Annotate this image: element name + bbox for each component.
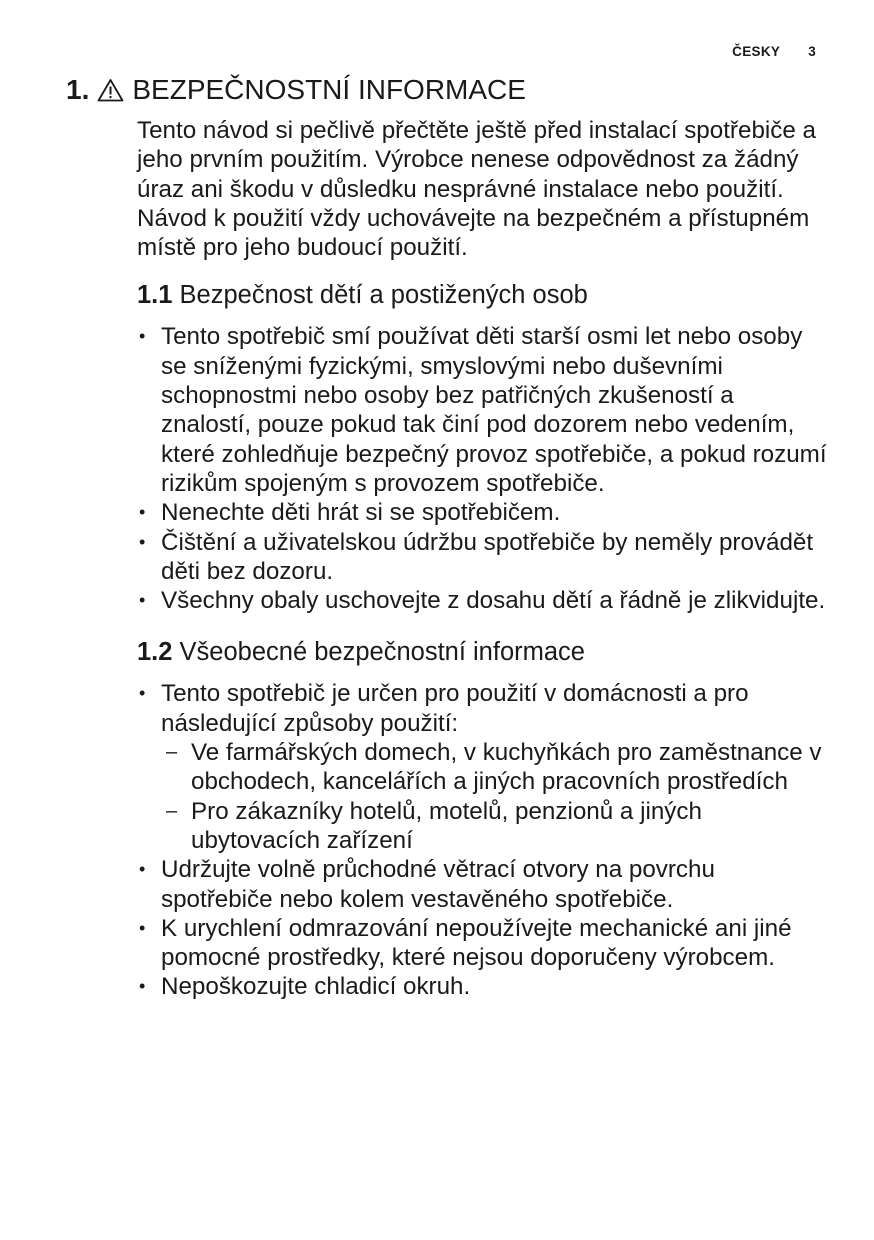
list-item <box>137 528 827 587</box>
dash-icon: – <box>166 799 178 822</box>
sub-list-item <box>161 797 827 856</box>
language-label: ČESKY <box>732 44 781 59</box>
list-item-text: Udržujte volně průchodné větrací otvory na povrchu spotřebiče nebo kolem vestavěného spotřebiče. <box>161 856 715 913</box>
intro-paragraph: Tento návod si pečlivě přečtěte ještě před instalací spotřebiče a jeho prvním použitím. Výrobce nenese odpovědnost za žádný úraz ani škodu v důsledku nesprávné instalace nebo použití. Návod k použití vždy uchovávejte na bezpečném a přístupném místě pro jeho budoucí použití. <box>137 117 816 262</box>
bullet-icon: • <box>139 326 146 347</box>
bullet-icon: • <box>139 531 146 552</box>
dash-icon: – <box>166 741 178 764</box>
document-body <box>137 116 827 1002</box>
list-item-text: Tento spotřebič je určen pro použití v domácnosti a pro následující způsoby použití: <box>161 680 749 737</box>
section-heading-1-2 <box>137 633 827 671</box>
list-item-text: Všechny obaly uschovejte z dosahu dětí a řádně je zlikvidujte. <box>161 587 826 615</box>
bullet-icon: • <box>139 976 146 997</box>
list-item-text: Nepoškozujte chladicí okruh. <box>161 973 471 1001</box>
section-title: Bezpečnost dětí a postižených osob <box>179 281 588 310</box>
chapter-heading-text: BEZPEČNOSTNÍ INFORMACE <box>132 74 526 105</box>
bullet-icon: • <box>139 590 146 611</box>
page-number: 3 <box>808 44 816 59</box>
section-heading-1-1 <box>137 276 827 314</box>
section-title: Všeobecné bezpečnostní informace <box>179 638 585 667</box>
chapter-number: 1. <box>66 74 90 105</box>
chapter-title <box>66 70 526 110</box>
list-item-text: Nenechte děti hrát si se spotřebičem. <box>161 499 561 527</box>
list-item <box>137 855 827 914</box>
bullet-icon: • <box>139 917 146 938</box>
list-item <box>137 322 827 498</box>
running-header <box>732 44 816 59</box>
sub-list-item-text: Ve farmářských domech, v kuchyňkách pro zaměstnance v obchodech, kancelářích a jiných pracovních prostředích <box>191 739 822 796</box>
section-number: 1.1 <box>137 281 173 310</box>
bullet-list-children <box>137 322 827 615</box>
list-item <box>137 498 827 527</box>
sub-list-item-text: Pro zákazníky hotelů, motelů, penzionů a jiných ubytovacích zařízení <box>191 797 702 854</box>
bullet-icon: • <box>139 683 146 704</box>
list-item <box>137 679 827 855</box>
list-item <box>137 586 827 615</box>
section-number: 1.2 <box>137 638 173 667</box>
bullet-icon: • <box>139 502 146 523</box>
list-item <box>137 914 827 973</box>
sub-list <box>161 738 827 855</box>
sub-list-item <box>161 738 827 797</box>
list-item-text: K urychlení odmrazování nepoužívejte mechanické ani jiné pomocné prostředky, které nejsou doporučeny výrobcem. <box>161 914 792 972</box>
list-item-text: Čištění a uživatelskou údržbu spotřebiče by neměly provádět děti bez dozoru. <box>161 528 814 585</box>
bullet-icon: • <box>139 859 146 880</box>
bullet-list-general <box>137 679 827 1001</box>
list-item <box>137 972 827 1001</box>
warning-triangle-icon <box>97 78 124 102</box>
list-item-text: Tento spotřebič smí používat děti starší osmi let nebo osoby se sníženými fyzickými, smyslovými nebo duševními schopnostmi nebo osoby bez patřičných zkušeností a znalostí, pouze pokud tak činí pod dozorem nebo vedením, které zohledňuje bezpečný provoz spotřebiče, a pokud rozumí rizikům spojeným s provozem spotřebiče. <box>161 323 827 497</box>
